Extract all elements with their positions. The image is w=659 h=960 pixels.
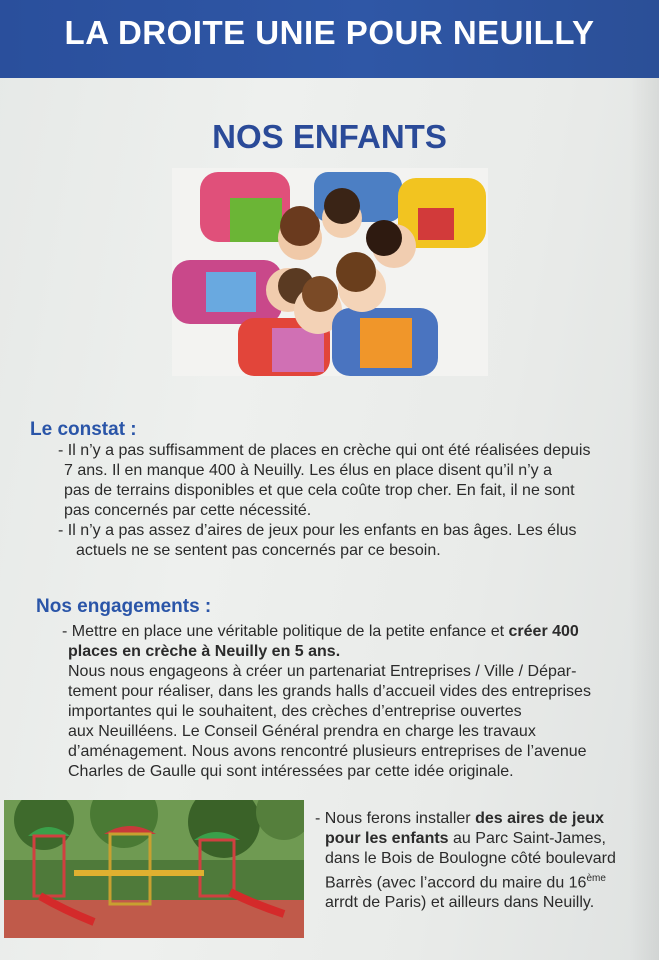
constat-line: 7 ans. Il en manque 400 à Neuilly. Les élus en place disent qu’il n’y a [64,462,553,479]
aires-line-1-normal: - Nous ferons installer [315,810,476,827]
aires-line-2 [315,829,655,849]
constat-line: - Il n’y a pas suffisamment de places en crèche qui ont été réalisées depuis [58,442,591,459]
aires-line-2-bold: pour les enfants [325,830,449,847]
aires-line-4-sup: ème [586,873,606,884]
header-band [0,0,659,78]
constat-line: pas concernés par cette nécessité. [64,502,312,519]
engagement-line-1-bold: créer 400 [508,623,579,640]
engagement-line: aux Neuilléens. Le Conseil Général prendra en charge les travaux [68,723,536,740]
aires-line-1-bold: des aires de jeux [475,810,605,827]
constat-text [58,441,648,561]
kids-photo-illustration [172,168,488,376]
aires-line-4 [315,869,655,893]
constat-line: pas de terrains disponibles et que cela coûte trop cher. En fait, il ne sont [64,482,575,499]
engagement-line: importantes qui le souhaitent, des crèches d’entreprise ouvertes [68,703,522,720]
aires-line-3: dans le Bois de Boulogne côté boulevard [325,850,616,867]
engagement-line-2-bold: places en crèche à Neuilly en 5 ans. [68,643,341,660]
aires-line-2-normal: au Parc Saint-James, [448,830,606,847]
engagement-line: Charles de Gaulle qui sont intéressées par cette idée originale. [68,763,514,780]
engagement-line: d’aménagement. Nous avons rencontré plusieurs entreprises de l’avenue [68,743,587,760]
aires-line-1 [315,809,655,829]
engagement-line-1-normal: - Mettre en place une véritable politique de la petite enfance et [62,623,509,640]
park-photo [4,800,304,938]
constat-heading: Le constat : [30,419,137,440]
header-title: LA DROITE UNIE POUR NEUILLY [64,14,595,51]
engagement-line-2 [62,642,646,662]
aires-line-4-text: Barrès (avec l’accord du maire du 16 [325,874,587,892]
engagement-line-1 [62,622,646,642]
section-title: NOS ENFANTS [212,118,447,155]
aires-text [315,809,655,913]
park-photo-illustration [4,800,304,938]
kids-photo [172,168,488,376]
constat-line: actuels ne se sentent pas concernés par ce besoin. [76,542,441,559]
aires-line-5: arrdt de Paris) et ailleurs dans Neuilly. [325,894,595,912]
engagement-line: Nous nous engageons à créer un partenariat Entreprises / Ville / Dépar- [68,663,577,680]
engagement-line: tement pour réaliser, dans les grands halls d’accueil vides des entreprises [68,683,591,700]
engagements-heading: Nos engagements : [36,596,212,617]
constat-line: - Il n’y a pas assez d’aires de jeux pour les enfants en bas âges. Les élus [58,522,577,539]
engagements-text [62,622,646,782]
